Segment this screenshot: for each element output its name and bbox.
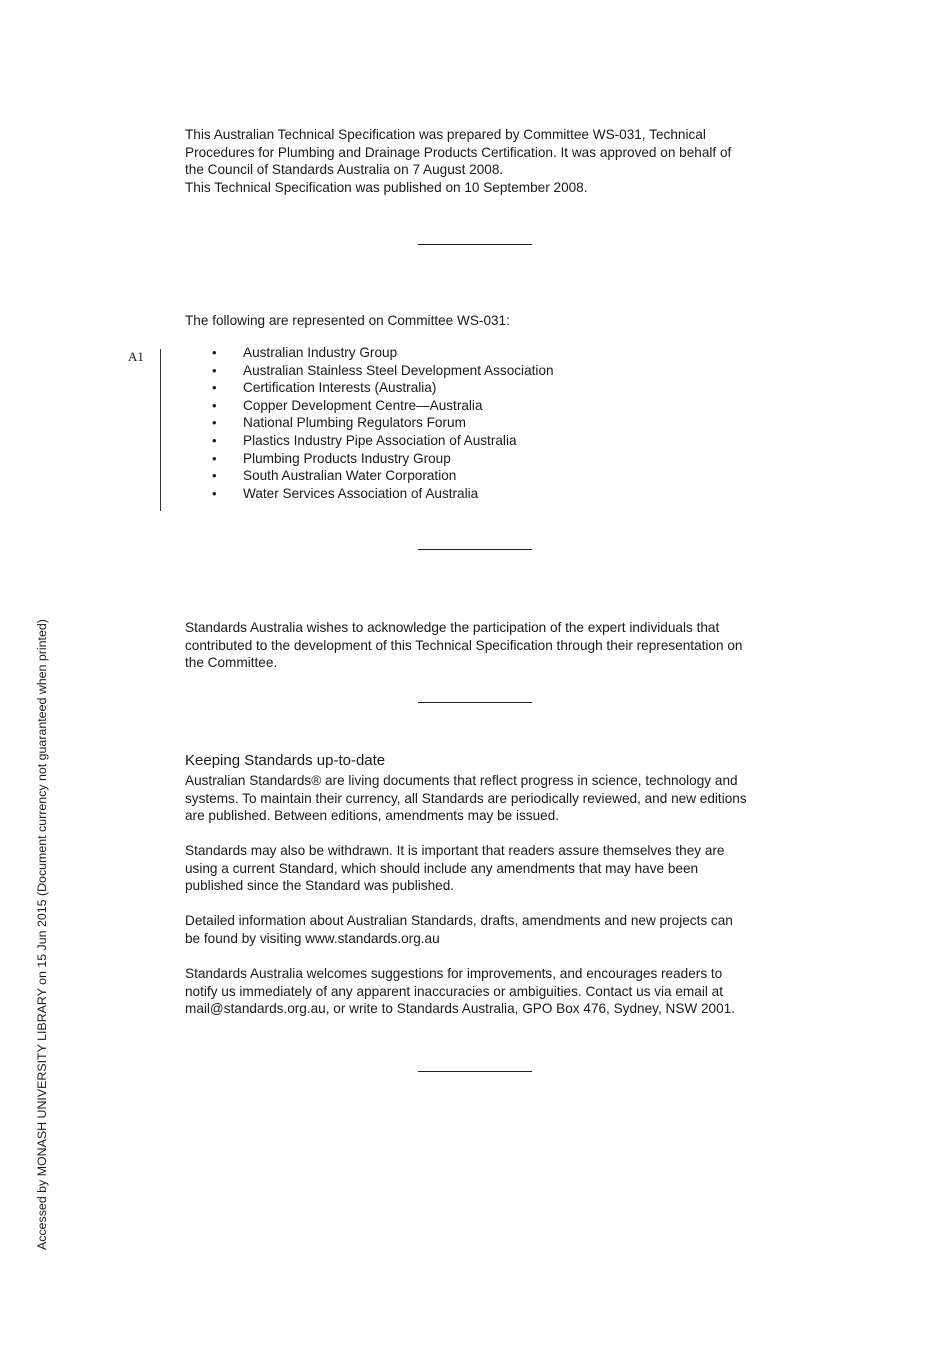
info-line: using a current Standard, which should include any amendments that may have been xyxy=(185,860,699,876)
info-paragraph xyxy=(185,842,775,895)
member-name: Copper Development Centre—Australia xyxy=(243,397,483,413)
member-name: South Australian Water Corporation xyxy=(243,468,457,484)
info-line: systems. To maintain their currency, all Standards are periodically reviewed, and new editions xyxy=(185,790,747,806)
publication-line: This Technical Specification was published on 10 September 2008. xyxy=(185,179,588,195)
bullet-icon: • xyxy=(212,468,217,484)
section-divider xyxy=(418,702,532,703)
member-name: Plastics Industry Pipe Association of Australia xyxy=(243,432,517,448)
member-name: Australian Industry Group xyxy=(243,345,398,360)
amendment-marker: A1 xyxy=(128,349,144,364)
bullet-icon: • xyxy=(212,415,217,431)
acknowledgement-line: the Committee. xyxy=(185,655,278,671)
bullet-icon: • xyxy=(212,362,217,378)
bullet-icon: • xyxy=(212,397,217,413)
info-line: be found by visiting www.standards.org.au xyxy=(185,930,440,946)
list-item xyxy=(212,414,554,432)
bullet-icon: • xyxy=(212,485,217,501)
member-name: Water Services Association of Australia xyxy=(243,485,479,501)
acknowledgement-line: contributed to the development of this Technical Specification through their representation on xyxy=(185,637,743,653)
list-item xyxy=(212,362,554,380)
info-line: Standards may also be withdrawn. It is important that readers assure themselves they are xyxy=(185,843,725,858)
access-watermark: Accessed by MONASH UNIVERSITY LIBRARY on 15 Jun 2015 (Document currency not guaranteed when printed) xyxy=(35,619,49,1250)
member-name: Plumbing Products Industry Group xyxy=(243,450,451,466)
info-paragraph xyxy=(185,772,775,825)
section-divider xyxy=(418,244,532,245)
acknowledgement-line: Standards Australia wishes to acknowledge the participation of the expert individuals that xyxy=(185,620,720,635)
list-item xyxy=(212,432,554,450)
approval-line: Procedures for Plumbing and Drainage Products Certification. It was approved on behalf of xyxy=(185,144,732,160)
bullet-icon: • xyxy=(212,450,217,466)
info-line: notify us immediately of any apparent inaccuracies or ambiguities. Contact us via email at xyxy=(185,983,723,999)
contact-paragraph xyxy=(185,965,775,1018)
section-divider xyxy=(418,549,532,550)
bullet-icon: • xyxy=(212,380,217,396)
acknowledgement-paragraph xyxy=(185,619,775,672)
info-line: mail@standards.org.au, or write to Standards Australia, GPO Box 476, Sydney, NSW 2001. xyxy=(185,1001,736,1017)
list-item xyxy=(212,485,554,503)
committee-intro: The following are represented on Committee WS-031: xyxy=(185,313,510,328)
list-item xyxy=(212,450,554,468)
approval-paragraph xyxy=(185,126,775,196)
member-name: National Plumbing Regulators Forum xyxy=(243,415,466,431)
bullet-icon: • xyxy=(212,345,217,360)
bullet-icon: • xyxy=(212,432,217,448)
list-item xyxy=(212,344,554,362)
committee-member-list xyxy=(212,344,554,502)
approval-line: This Australian Technical Specification was prepared by Committee WS-031, Technical xyxy=(185,127,706,142)
list-item xyxy=(212,467,554,485)
member-name: Certification Interests (Australia) xyxy=(243,380,437,396)
info-line: Detailed information about Australian Standards, drafts, amendments and new projects can xyxy=(185,913,733,928)
info-line: Standards Australia welcomes suggestions for improvements, and encourages readers to xyxy=(185,966,723,981)
info-line: published since the Standard was published. xyxy=(185,878,455,894)
member-name: Australian Stainless Steel Development Association xyxy=(243,362,554,378)
info-line: are published. Between editions, amendments may be issued. xyxy=(185,808,560,824)
list-item xyxy=(212,397,554,415)
info-paragraph xyxy=(185,912,775,947)
approval-line: the Council of Standards Australia on 7 August 2008. xyxy=(185,162,504,178)
section-divider xyxy=(418,1071,532,1072)
amendment-change-bar xyxy=(160,349,161,511)
section-heading: Keeping Standards up-to-date xyxy=(185,752,386,769)
list-item xyxy=(212,379,554,397)
info-line: Australian Standards® are living documents that reflect progress in science, technology and xyxy=(185,773,738,788)
